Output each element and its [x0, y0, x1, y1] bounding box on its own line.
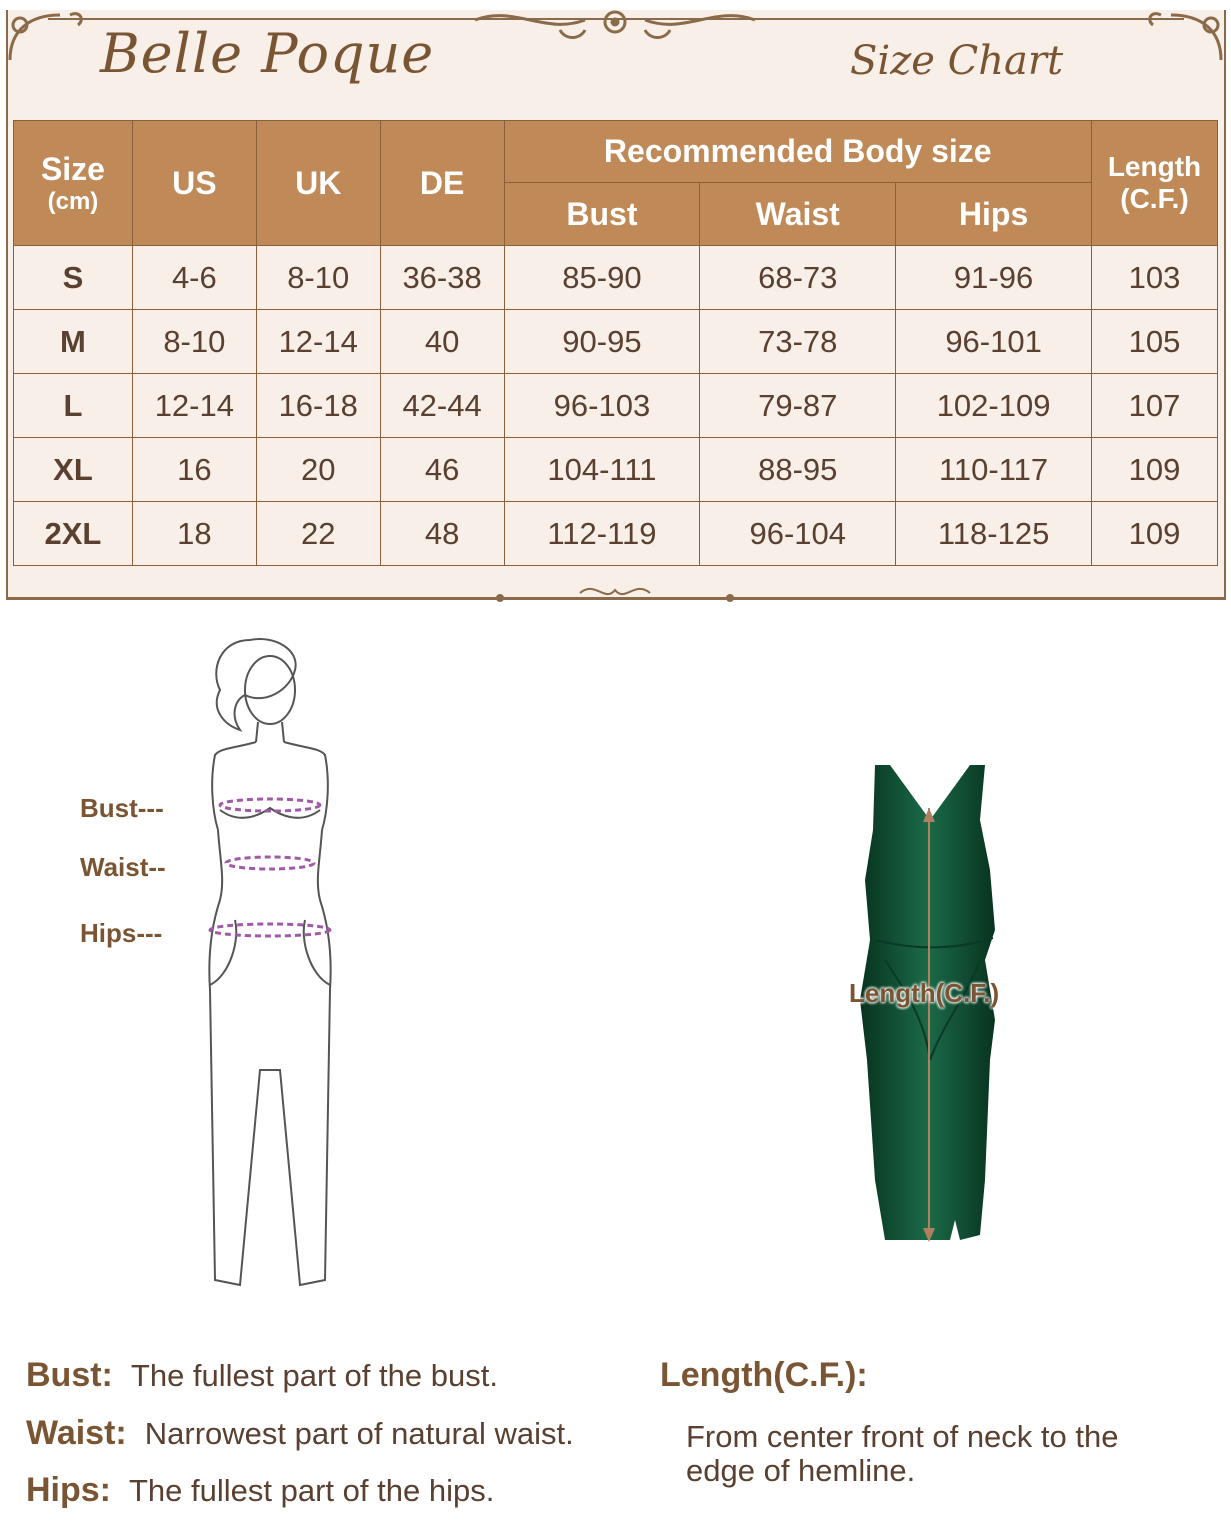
header-waist: Waist — [700, 183, 896, 246]
size-table — [13, 120, 1218, 566]
table-cell: 112-119 — [504, 502, 700, 566]
header-de: DE — [380, 121, 504, 246]
table-cell: XL — [14, 438, 133, 502]
table-row — [14, 438, 1218, 502]
table-cell: 109 — [1091, 438, 1217, 502]
table-row — [14, 310, 1218, 374]
table-cell: 40 — [380, 310, 504, 374]
table-cell: 105 — [1091, 310, 1217, 374]
table-cell: 48 — [380, 502, 504, 566]
corner-ornament-left — [0, 0, 90, 80]
table-cell: 96-101 — [896, 310, 1092, 374]
table-cell: 104-111 — [504, 438, 700, 502]
definition-hips — [26, 1471, 494, 1510]
figure-label-bust: Bust--- — [80, 793, 164, 823]
header-hips: Hips — [896, 183, 1092, 246]
definition-length-term: Length(C.F.): — [660, 1356, 868, 1394]
definition-bust-text: The fullest part of the bust. — [130, 1358, 498, 1393]
definition-bust — [26, 1356, 498, 1395]
table-cell: 22 — [256, 502, 380, 566]
header-length-sub: (C.F.) — [1120, 183, 1189, 214]
table-cell: S — [14, 246, 133, 310]
table-cell: 96-104 — [700, 502, 896, 566]
figure-label-hips: Hips--- — [80, 918, 163, 948]
table-cell: 42-44 — [380, 374, 504, 438]
header-uk: UK — [256, 121, 380, 246]
table-cell: 46 — [380, 438, 504, 502]
bottom-ornament — [480, 578, 750, 608]
table-cell: 79-87 — [700, 374, 896, 438]
table-cell: 85-90 — [504, 246, 700, 310]
table-cell: 68-73 — [700, 246, 896, 310]
table-cell: 20 — [256, 438, 380, 502]
definition-hips-term: Hips: — [26, 1471, 111, 1509]
table-cell: 4-6 — [132, 246, 256, 310]
definition-waist — [26, 1414, 574, 1453]
top-ornament — [455, 0, 775, 50]
definition-waist-term: Waist: — [26, 1414, 127, 1452]
table-cell: M — [14, 310, 133, 374]
table-cell: 18 — [132, 502, 256, 566]
table-row — [14, 502, 1218, 566]
table-cell: 110-117 — [896, 438, 1092, 502]
table-cell: 73-78 — [700, 310, 896, 374]
body-figure-illustration — [180, 630, 370, 1295]
header-size: Size (cm) — [14, 121, 133, 246]
table-cell: L — [14, 374, 133, 438]
definition-length-text: From center front of neck to the edge of hemline. — [686, 1419, 1119, 1488]
header-size-unit: (cm) — [47, 187, 99, 215]
table-cell: 96-103 — [504, 374, 700, 438]
brand-logo: Belle Poque — [100, 22, 435, 85]
table-body — [14, 246, 1218, 566]
header-us: US — [132, 121, 256, 246]
table-cell: 8-10 — [132, 310, 256, 374]
dress-length-label: Length(C.F.) — [849, 978, 1000, 1008]
table-cell: 16-18 — [256, 374, 380, 438]
header-recommended: Recommended Body size — [504, 121, 1091, 183]
table-cell: 8-10 — [256, 246, 380, 310]
table-cell: 12-14 — [132, 374, 256, 438]
table-cell: 103 — [1091, 246, 1217, 310]
chart-title: Size Chart — [850, 38, 1064, 84]
table-row — [14, 374, 1218, 438]
table-cell: 102-109 — [896, 374, 1092, 438]
table-cell: 91-96 — [896, 246, 1092, 310]
figure-label-waist: Waist-- — [80, 852, 166, 882]
corner-ornament-right — [1141, 0, 1231, 80]
table-cell: 118-125 — [896, 502, 1092, 566]
table-cell: 88-95 — [700, 438, 896, 502]
table-cell: 109 — [1091, 502, 1217, 566]
table-row — [14, 246, 1218, 310]
table-cell: 2XL — [14, 502, 133, 566]
definition-waist-text: Narrowest part of natural waist. — [144, 1416, 574, 1451]
table-cell: 16 — [132, 438, 256, 502]
definition-hips-text: The fullest part of the hips. — [129, 1473, 495, 1508]
definition-bust-term: Bust: — [26, 1356, 113, 1394]
header-bust: Bust — [504, 183, 700, 246]
table-cell: 12-14 — [256, 310, 380, 374]
table-cell: 36-38 — [380, 246, 504, 310]
table-cell: 90-95 — [504, 310, 700, 374]
header-length: Length (C.F.) — [1091, 121, 1217, 246]
table-cell: 107 — [1091, 374, 1217, 438]
